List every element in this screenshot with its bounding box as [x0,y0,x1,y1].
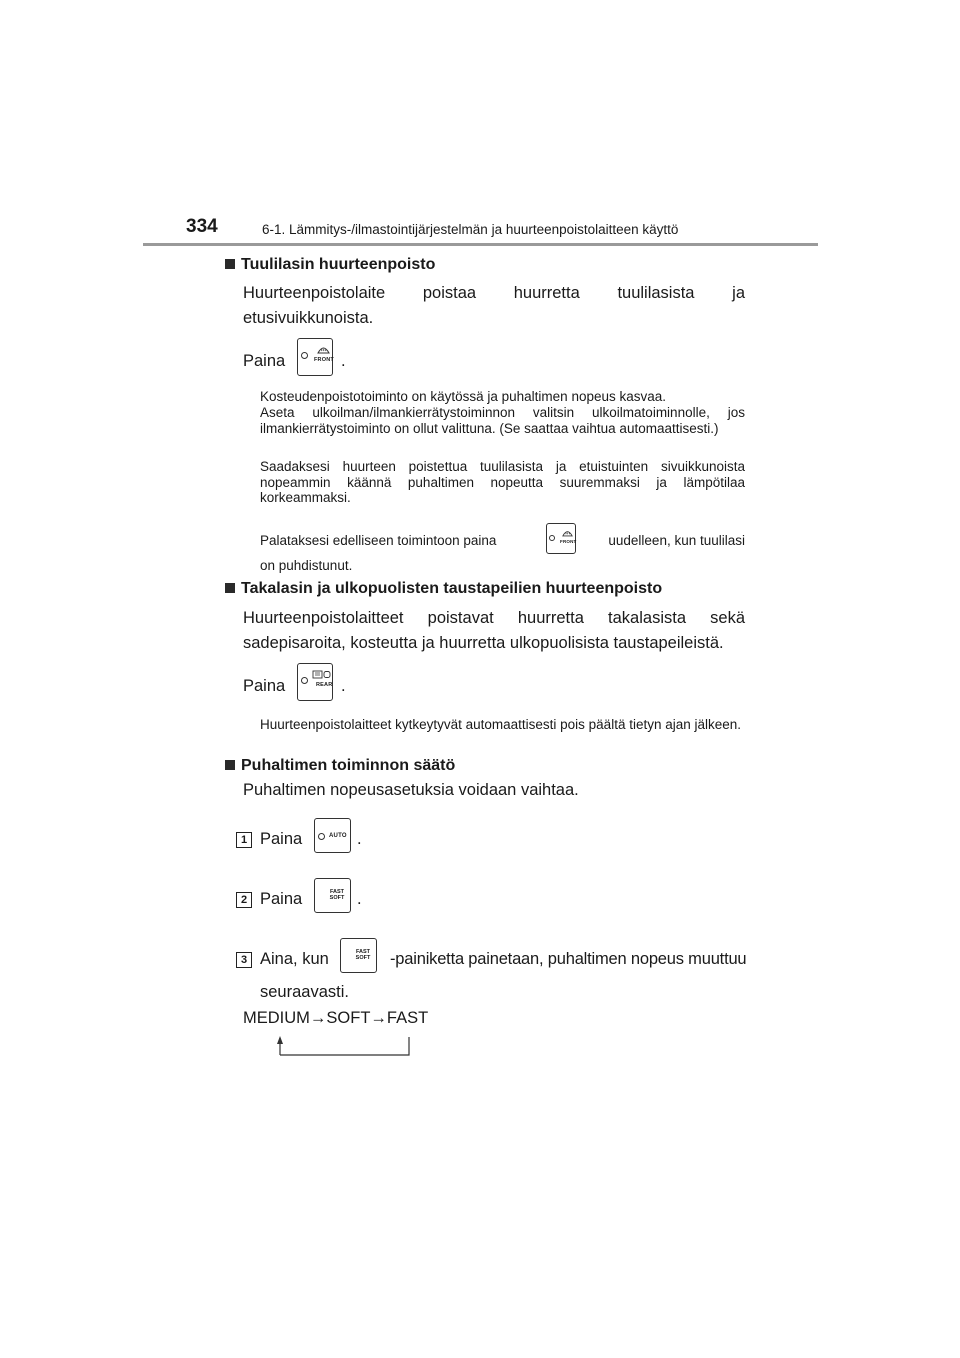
indicator-light-icon [301,352,308,359]
windshield-press-suffix: . [341,352,346,370]
fan-speed-button[interactable] [314,878,351,913]
soft-label: SOFT [329,895,345,901]
bullet-square-icon [225,259,235,269]
windshield-heading: Tuulilasin huurteenpoisto [225,256,435,274]
rear-defroster-button[interactable] [297,663,333,701]
step-suffix: . [357,890,362,908]
front-button-label: FRONT [314,357,334,363]
cycle-arrow-icon [272,1034,414,1056]
front-defroster-button-small[interactable] [546,523,576,554]
front-button-label: FRONT [560,539,577,544]
windshield-note-3: Saadaksesi huurteen poistettua tuulilasista ja etuistuinten sivuikkunoista nopeammin käännä puhaltimen nopeutta suuremmaksi ja lämpötilaa korkeammaksi. [260,459,745,505]
fan-speed-button[interactable] [340,938,377,973]
fan-heading: Puhaltimen toiminnon säätö [225,757,455,775]
soft-label: SOFT [355,955,371,961]
windshield-press-label: Paina [243,352,286,370]
rear-defrost-icon [312,670,332,679]
fast-label: FAST [355,949,371,955]
indicator-light-icon [318,833,325,840]
windshield-note-2: Aseta ulkoilman/ilmankierrätystoiminnon valitsin ulkoilmatoiminnolle, jos ilmankierrätystoiminto on ollut valittuna. (Se saattaa vaihtua automaattisesti.) [260,405,745,436]
page-number: 334 [186,216,218,237]
bullet-square-icon [225,583,235,593]
step-suffix: -painiketta painetaan, puhaltimen nopeus muuttuu [390,950,747,968]
fan-sequence: MEDIUM→SOFT→FAST [243,1009,429,1027]
windshield-defrost-icon [562,529,573,537]
windshield-description: Huurteenpoistolaite poistaa huurretta tuulilasista ja etusivuikkunoista. [243,284,745,327]
windshield-note-1: Kosteudenpoistotoiminto on käytössä ja puhaltimen nopeus kasvaa. [260,389,667,404]
step-line2: seuraavasti. [260,983,349,1001]
step-text: Aina, kun [260,950,329,968]
front-defroster-button[interactable] [297,338,333,376]
auto-button[interactable] [314,818,351,853]
fast-label: FAST [329,889,345,895]
step-text: Paina [260,890,303,908]
rear-description: Huurteenpoistolaitteet poistavat huurretta takalasista sekä sadepisaroita, kosteutta ja huurretta ulkopuolisista taustapeileistä. [243,609,745,652]
windshield-return-prefix: Palataksesi edelliseen toimintoon paina [260,533,497,548]
rear-press-label: Paina [243,677,286,695]
step-number: 2 [236,892,252,908]
indicator-light-icon [549,535,555,541]
step-number: 1 [236,832,252,848]
rear-note: Huurteenpoistolaitteet kytkeytyvät automaattisesti pois päältä tietyn ajan jälkeen. [260,717,742,732]
windshield-defrost-icon [317,345,330,354]
auto-button-label: AUTO [329,833,347,839]
rear-button-label: REAR [316,682,333,688]
windshield-return-suffix: uudelleen, kun tuulilasi [608,533,745,548]
section-title: 6-1. Lämmitys-/ilmastointijärjestelmän ja huurteenpoistolaitteen käyttö [262,222,679,237]
bullet-square-icon [225,760,235,770]
rear-press-suffix: . [341,677,346,695]
step-text: Paina [260,830,303,848]
step-suffix: . [357,830,362,848]
indicator-light-icon [301,677,308,684]
windshield-return-line2: on puhdistunut. [260,558,353,573]
header-rule [143,243,818,246]
rear-heading: Takalasin ja ulkopuolisten taustapeilien huurteenpoisto [225,580,662,598]
step-number: 3 [236,952,252,968]
fan-description: Puhaltimen nopeusasetuksia voidaan vaihtaa. [243,781,579,799]
